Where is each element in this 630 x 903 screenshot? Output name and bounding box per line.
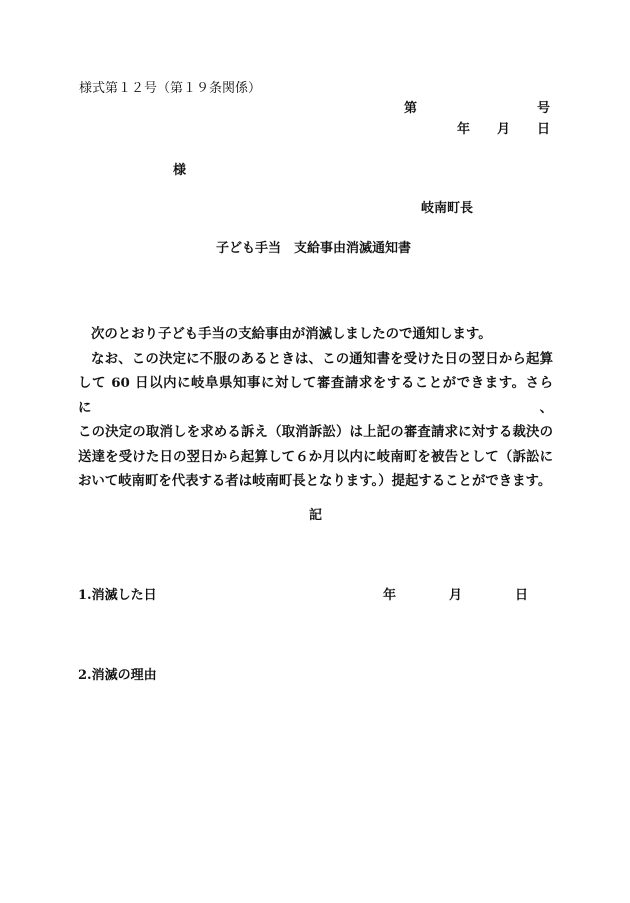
body-paragraph-2-line-4: 送達を受けた日の翌日から起算して６か月以内に岐南町を被告として（訴訟に — [78, 448, 553, 465]
item-1-month: 月 — [449, 588, 463, 603]
form-id: 様式第１２号（第１９条関係） — [79, 81, 262, 96]
body-paragraph-2-line-1: なお、この決定に不服のあるときは、この通知書を受けた日の翌日から起算 — [91, 350, 553, 367]
body-paragraph-1: 次のとおり子ども手当の支給事由が消滅しましたので通知します。 — [91, 326, 492, 342]
date-month: 月 — [497, 122, 511, 137]
sender-name: 岐南町長 — [421, 201, 474, 216]
date-day: 日 — [537, 122, 551, 137]
ki-heading: 記 — [309, 508, 323, 523]
body-paragraph-2-line-5: おいて岐南町を代表する者は岐南町長となります。）提起することができます。 — [78, 473, 552, 489]
number-suffix: 号 — [537, 101, 551, 116]
item-1-label: 1.消滅した日 — [78, 588, 157, 603]
item-1-day: 日 — [515, 588, 529, 603]
notice-body — [78, 322, 553, 494]
recipient-honorific: 様 — [173, 163, 187, 178]
date-year: 年 — [457, 122, 471, 137]
item-2-label: 2.消滅の理由 — [78, 668, 157, 683]
document-title: 子ども手当 支給事由消滅通知書 — [216, 241, 412, 256]
item-1-year: 年 — [383, 588, 397, 603]
body-paragraph-2-line-2: して 60 日以内に岐阜県知事に対して審査請求をすることができます。さらに、 — [78, 375, 553, 416]
body-paragraph-2-line-3: この決定の取消しを求める訴え（取消訴訟）は上記の審査請求に対する裁決の — [78, 424, 553, 440]
number-prefix: 第 — [404, 101, 418, 116]
